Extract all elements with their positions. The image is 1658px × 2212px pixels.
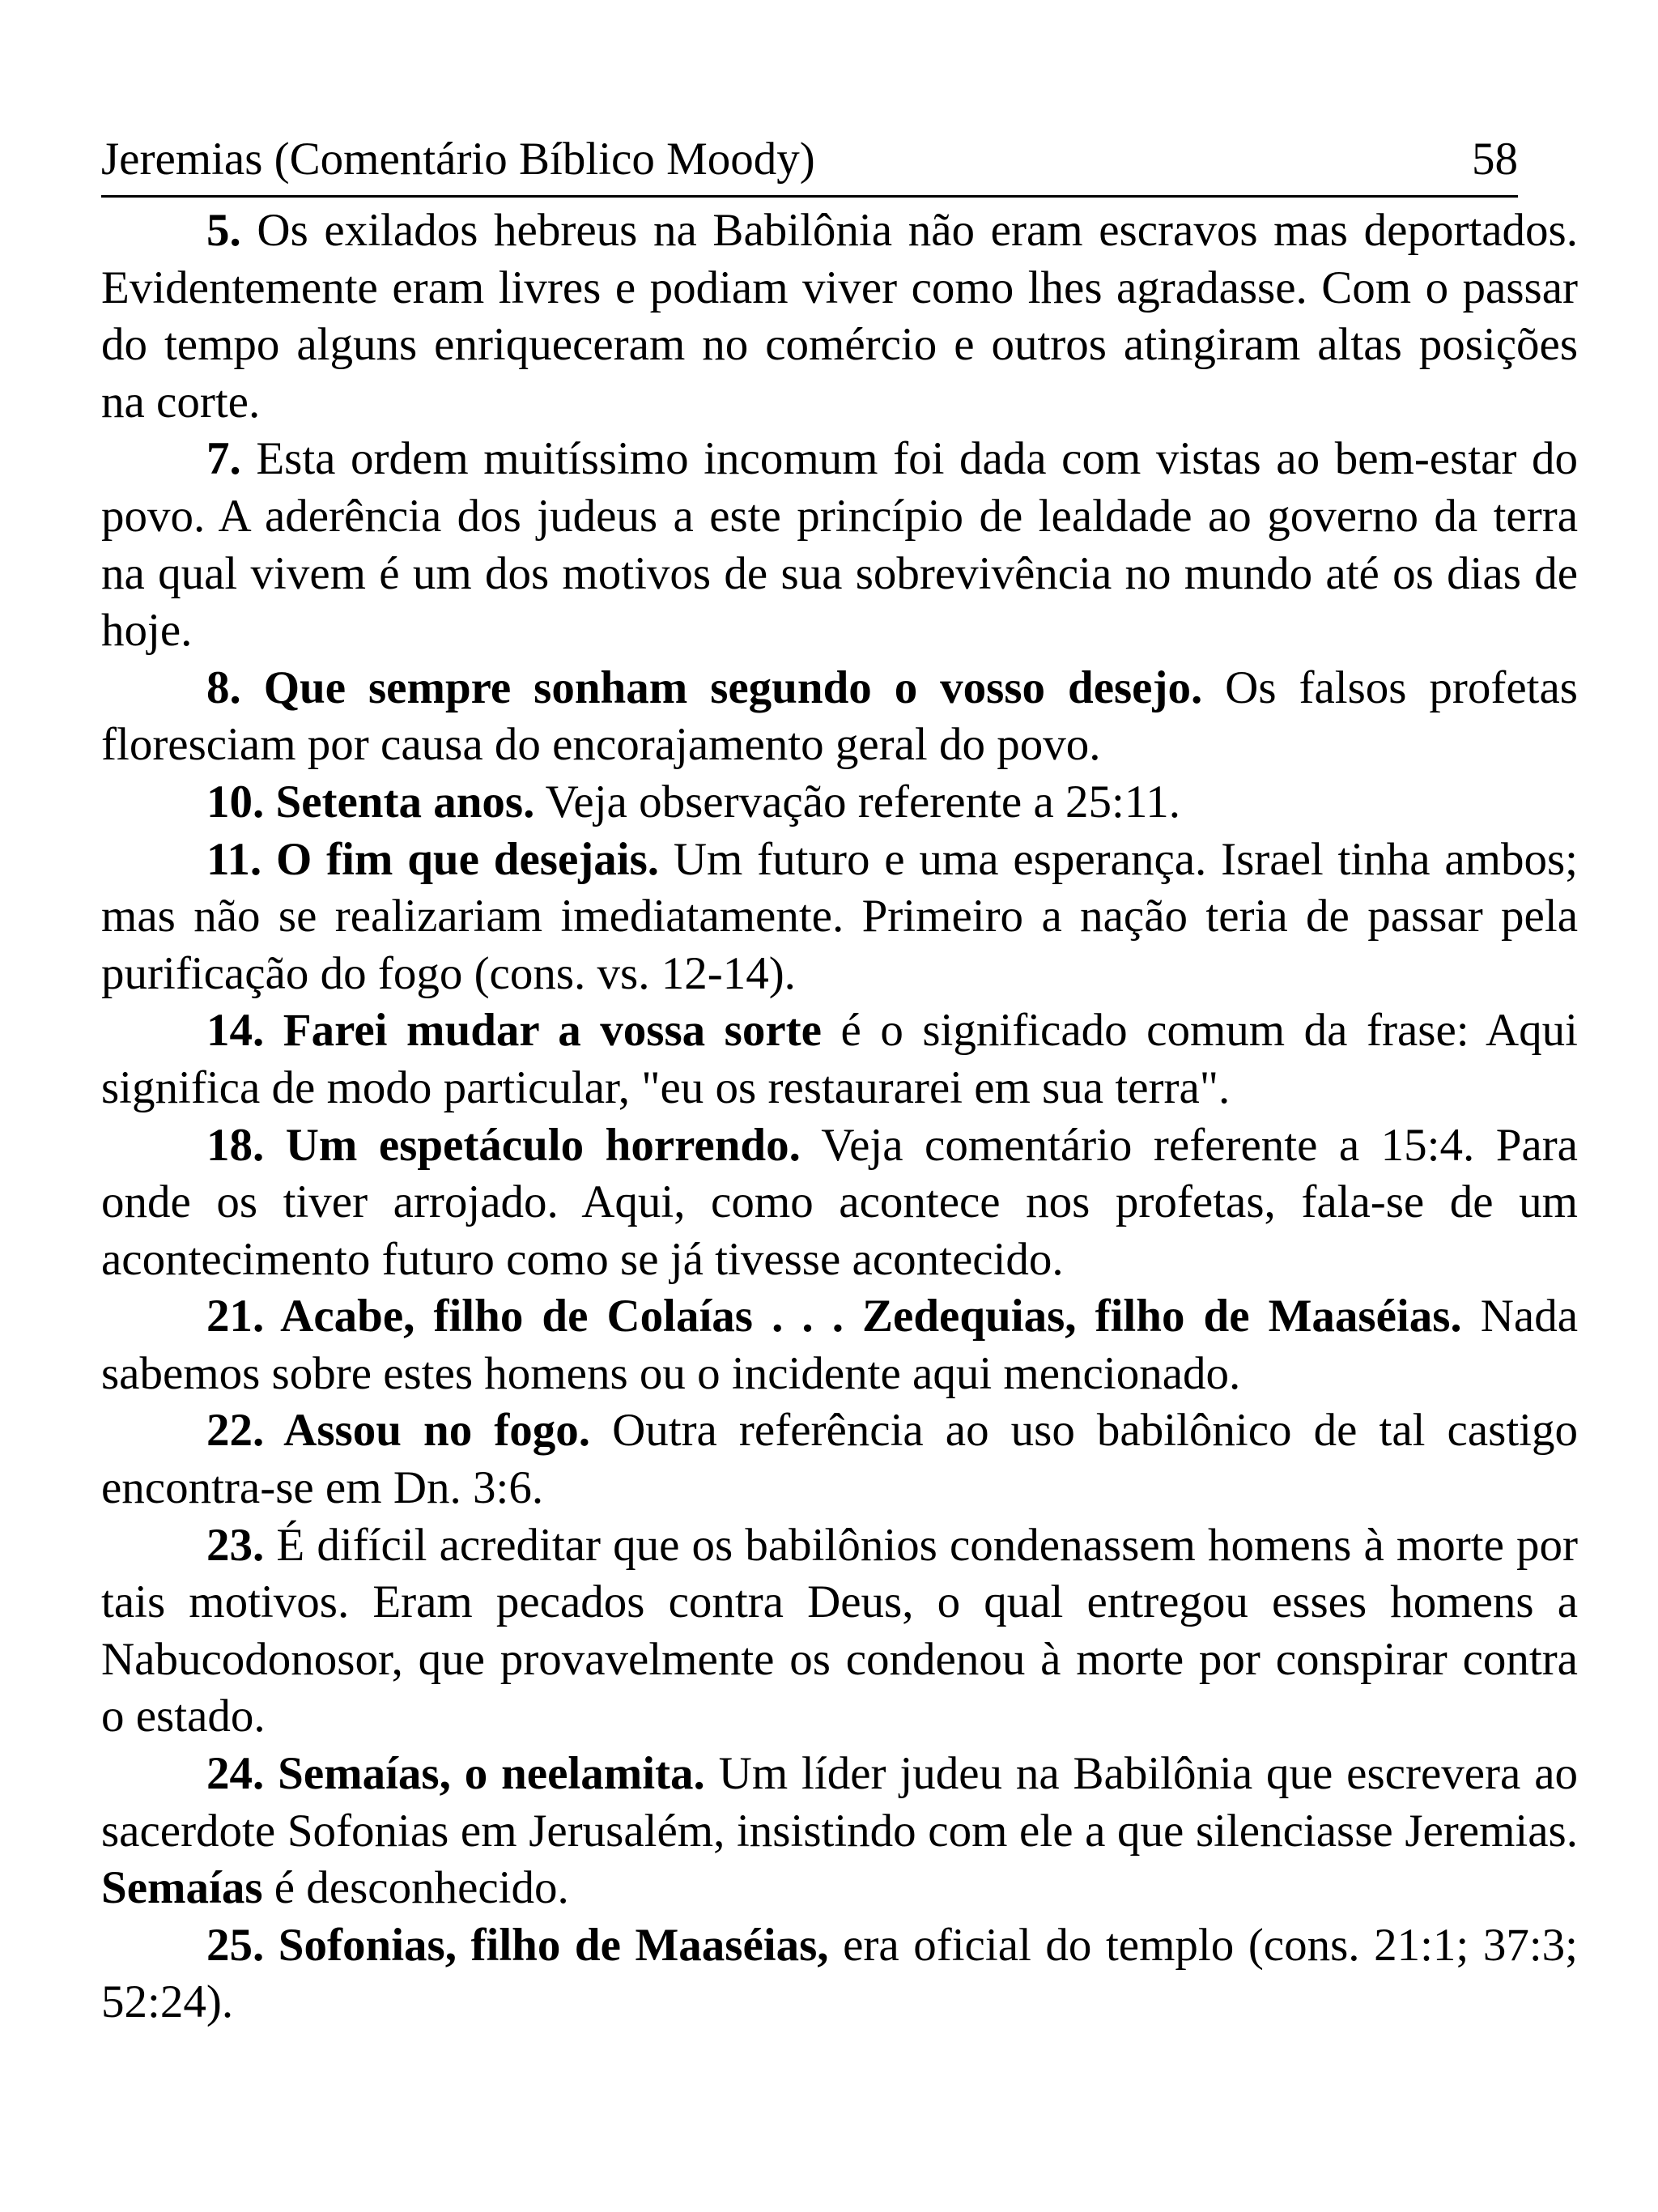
verse-ref: 10. [206, 776, 265, 827]
entry-text: É difícil acreditar que os babilônios condenassem homens à morte por tais motivos. Eram pecados contra Deus, o qual entregou esses homens a Nabucodonosor, que provavelmente os condenou à morte por conspirar contra o estado. [101, 1519, 1578, 1742]
entry-verse-8 [101, 660, 1578, 774]
verse-ref: 8. [206, 661, 241, 713]
entry-text: Nada sabemos sobre estes homens ou o incidente aqui mencionado. [101, 1291, 1578, 1399]
entry-verse-24 [101, 1746, 1578, 1917]
entry-verse-22 [101, 1402, 1578, 1516]
entry-lemma: Acabe, filho de Colaías . . . Zedequias, filho de Maaséias. [264, 1291, 1462, 1342]
entry-verse-25 [101, 1917, 1578, 2031]
verse-ref: 5. [206, 205, 241, 256]
entry-verse-10 [101, 774, 1578, 832]
entry-lemma: Um espetáculo horrendo. [264, 1119, 801, 1171]
entry-verse-5 [101, 202, 1578, 431]
verse-ref: 21. [206, 1291, 265, 1342]
entry-text: Veja comentário referente a 15:4. Para onde os tiver arrojado. Aqui, como acontece nos profetas, fala-se de um acontecimento futuro como se já tivesse acontecido. [101, 1119, 1578, 1285]
entry-lemma: Assou no fogo. [264, 1405, 590, 1457]
entry-lemma: Sofonias, filho de Maaséias, [264, 1919, 829, 1971]
entry-text: Os exilados hebreus na Babilônia não eram escravos mas deportados. Evidentemente eram livres e podiam viver como lhes agradasse. Com o passar do tempo alguns enriqueceram no comércio e outros atingiram altas posições na corte. [101, 205, 1578, 428]
verse-ref: 24. [206, 1748, 265, 1800]
verse-ref: 25. [206, 1919, 265, 1971]
entry-verse-14 [101, 1002, 1578, 1117]
page-number: 58 [1472, 134, 1518, 185]
entry-text: Os falsos profetas floresciam por causa do encorajamento geral do povo. [101, 661, 1578, 771]
entry-lemma: Setenta anos. [264, 776, 535, 827]
verse-ref: 22. [206, 1405, 265, 1457]
entry-text: era oficial do templo (cons. 21:1; 37:3; 52:24). [101, 1919, 1578, 2028]
verse-ref: 18. [206, 1119, 265, 1171]
entry-lemma: O fim que desejais. [261, 833, 659, 885]
entry-lemma-secondary: Semaías [101, 1862, 263, 1914]
verse-ref: 11. [206, 833, 262, 885]
entry-verse-21 [101, 1288, 1578, 1402]
entry-verse-18 [101, 1117, 1578, 1289]
verse-ref: 23. [206, 1519, 265, 1571]
document-page [101, 125, 1578, 2031]
entry-text: é o significado comum da frase: Aqui significa de modo particular, "eu os restaurarei em sua terra". [101, 1005, 1578, 1113]
entry-text-secondary: é desconhecido. [262, 1862, 569, 1914]
entry-verse-23 [101, 1517, 1578, 1746]
entry-text: Outra referência ao uso babilônico de tal castigo encontra-se em Dn. 3:6. [101, 1405, 1578, 1514]
running-header [101, 125, 1518, 195]
header-rule [101, 195, 1518, 198]
book-title: Jeremias (Comentário Bíblico Moody) [101, 134, 815, 185]
verse-ref: 14. [206, 1005, 265, 1057]
entry-verse-7 [101, 431, 1578, 659]
entry-lemma: Semaías, o neelamita. [264, 1748, 705, 1800]
commentary-body [101, 202, 1578, 2031]
entry-lemma: Que sempre sonham segundo o vosso desejo. [240, 661, 1203, 713]
entry-text: Um líder judeu na Babilônia que escrevera ao sacerdote Sofonias em Jerusalém, insistindo com ele a que silenciasse Jeremias. [101, 1748, 1578, 1857]
entry-text: Veja observação referente a 25:11. [534, 776, 1180, 827]
verse-ref: 7. [206, 433, 241, 485]
entry-text: Esta ordem muitíssimo incomum foi dada com vistas ao bem-estar do povo. A aderência dos judeus a este princípio de lealdade ao governo da terra na qual vivem é um dos motivos de sua sobrevivência no mundo até os dias de hoje. [101, 433, 1578, 657]
entry-lemma: Farei mudar a vossa sorte [264, 1005, 822, 1057]
entry-text: Um futuro e uma esperança. Israel tinha ambos; mas não se realizariam imediatamente. Primeiro a nação teria de passar pela purificação do fogo (cons. vs. 12-14). [101, 833, 1578, 999]
entry-verse-11 [101, 832, 1578, 1003]
